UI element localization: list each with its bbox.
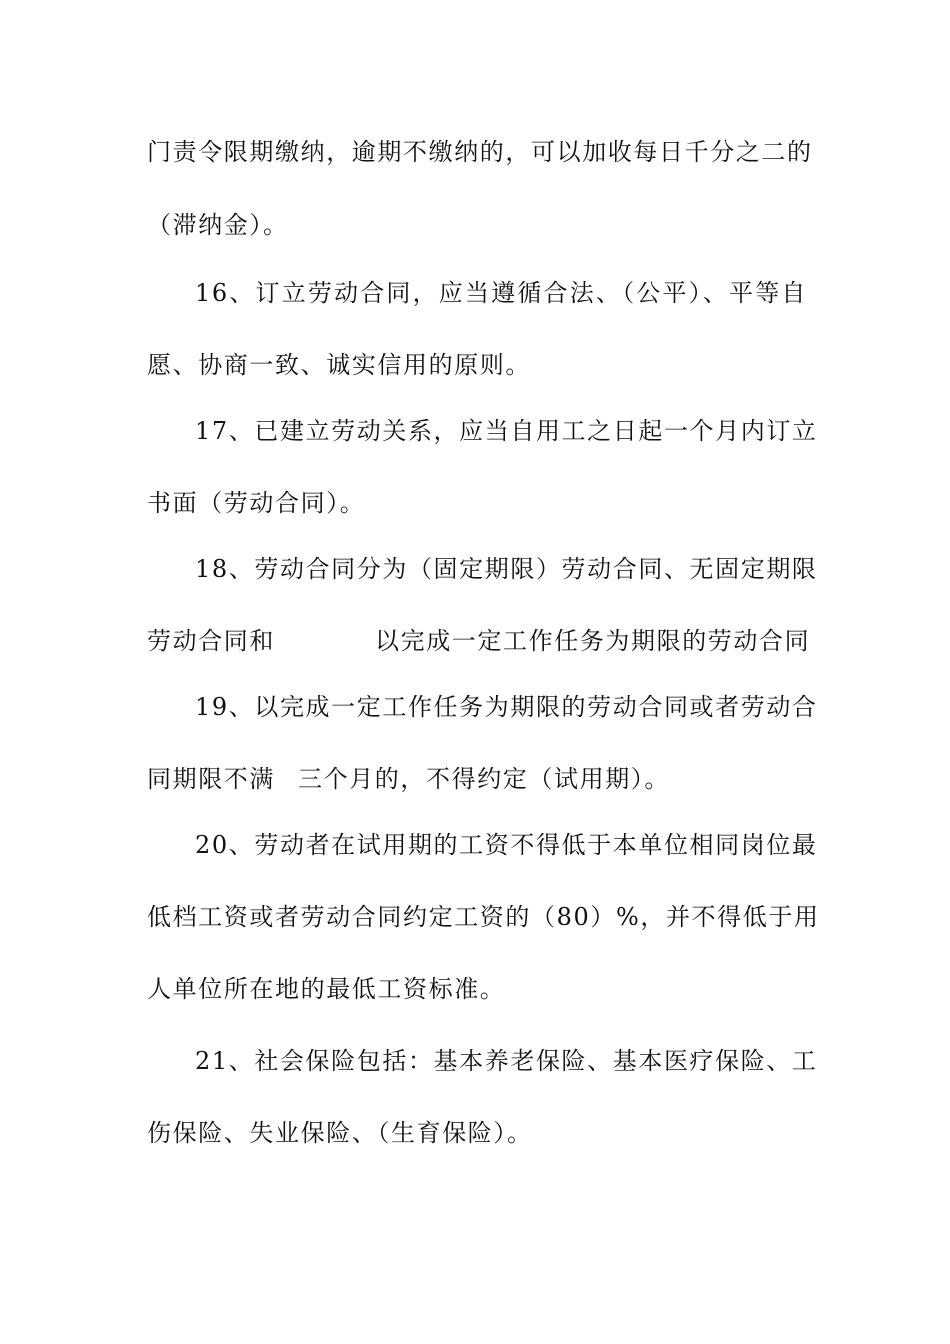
text-line: 同期限不满 [147, 765, 275, 793]
text-line: 书面（劳动合同）。 [147, 489, 366, 517]
item-18-line: 18、劳动合同分为（固定期限）劳动合同、无固定期限 [195, 555, 818, 583]
text-line: 人单位所在地的最低工资标准。 [147, 975, 506, 1003]
item-21-line: 21、社会保险包括：基本养老保险、基本医疗保险、工 [195, 1047, 818, 1075]
item-16-line: 16、订立劳动合同，应当遵循合法、（公平）、平等自 [195, 279, 807, 307]
text-line: 伤保险、失业保险、（生育保险）。 [147, 1119, 533, 1147]
text-line: 三个月的，不得约定（试用期）。 [298, 765, 670, 793]
text-line: 劳动合同和 [147, 627, 275, 655]
text-line: 以完成一定工作任务为期限的劳动合同 [375, 627, 811, 655]
item-20-line: 20、劳动者在试用期的工资不得低于本单位相同岗位最 [195, 831, 818, 859]
item-19-line: 19、以完成一定工作任务为期限的劳动合同或者劳动合 [195, 693, 818, 721]
text-line: 低档工资或者劳动合同约定工资的（80）%，并不得低于用 [147, 903, 820, 931]
text-line: 愿、协商一致、诚实信用的原则。 [147, 351, 531, 379]
item-17-line: 17、已建立劳动关系，应当自用工之日起一个月内订立 [195, 417, 818, 445]
text-line: （滞纳金）。 [147, 211, 289, 239]
text-line: 门责令限期缴纳，逾期不缴纳的，可以加收每日千分之二的 [147, 138, 813, 166]
